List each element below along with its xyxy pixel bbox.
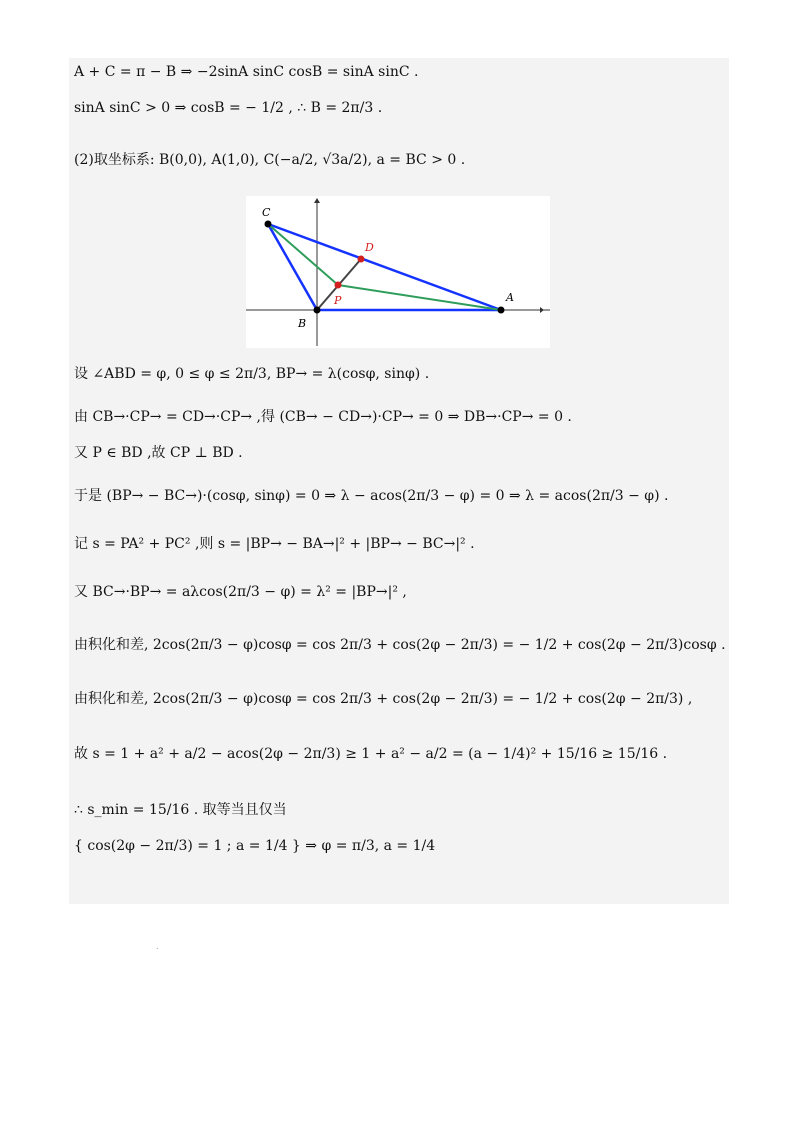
line-2: sinA sinC > 0 ⇒ cosB = − 1/2 , ∴ B = 2π/3 . [74, 100, 383, 116]
line-10: 由积化和差, 2cos(2π/3 − φ)cosφ = cos 2π/3 + cos(2φ − 2π/3) = − 1/2 + cos(2φ − 2π/3)cosφ . [74, 637, 726, 653]
label-b: B [298, 317, 307, 330]
point-c [265, 221, 272, 228]
line-12: 故 s = 1 + a² + a/2 − acos(2φ − 2π/3) ≥ 1 + a² − a/2 = (a − 1/4)² + 15/16 ≥ 15/16 . [74, 746, 668, 762]
line-5: 由 CB→·CP→ = CD→·CP→ ,得 (CB→ − CD→)·CP→ = 0 ⇒ DB→·CP→ = 0 . [74, 409, 572, 425]
point-b [314, 307, 321, 314]
point-d [358, 256, 365, 263]
footer-dot: . [156, 942, 159, 951]
label-p: P [334, 294, 342, 307]
point-a [498, 307, 505, 314]
point-p [335, 282, 342, 289]
line-14: { cos(2φ − 2π/3) = 1 ; a = 1/4 } ⇒ φ = π/3, a = 1/4 [74, 838, 436, 854]
segment-cb [268, 224, 317, 310]
label-c: C [262, 206, 271, 219]
segment-cp [268, 224, 338, 285]
line-9: 又 BC→·BP→ = aλcos(2π/3 − φ) = λ² = |BP→|² , [74, 584, 407, 600]
segment-ca [268, 224, 501, 310]
geometry-figure [246, 196, 550, 348]
line-1: A + C = π − B ⇒ −2sinA sinC cosB = sinA sinC . [74, 64, 419, 80]
label-a: A [506, 291, 514, 304]
content-panel [69, 58, 729, 904]
line-13: ∴ s_min = 15/16 . 取等当且仅当 [74, 802, 287, 818]
figure-svg [246, 196, 550, 348]
line-6: 又 P ∈ BD ,故 CP ⊥ BD . [74, 445, 243, 461]
x-axis-arrow [540, 307, 544, 313]
line-8: 记 s = PA² + PC² ,则 s = |BP→ − BA→|² + |BP→ − BC→|² . [74, 536, 475, 552]
line-4: 设 ∠ABD = φ, 0 ≤ φ ≤ 2π/3, BP→ = λ(cosφ, sinφ) . [74, 366, 430, 382]
segment-pa [338, 285, 501, 310]
y-axis-arrow [314, 198, 320, 203]
line-11: 由积化和差, 2cos(2π/3 − φ)cosφ = cos 2π/3 + cos(2φ − 2π/3) = − 1/2 + cos(2φ − 2π/3) , [74, 691, 693, 707]
line-7: 于是 (BP→ − BC→)·(cosφ, sinφ) = 0 ⇒ λ − acos(2π/3 − φ) = 0 ⇒ λ = acos(2π/3 − φ) . [74, 488, 669, 504]
line-3: (2)取坐标系: B(0,0), A(1,0), C(−a/2, √3a/2), a = BC > 0 . [74, 152, 466, 168]
label-d: D [365, 241, 374, 254]
